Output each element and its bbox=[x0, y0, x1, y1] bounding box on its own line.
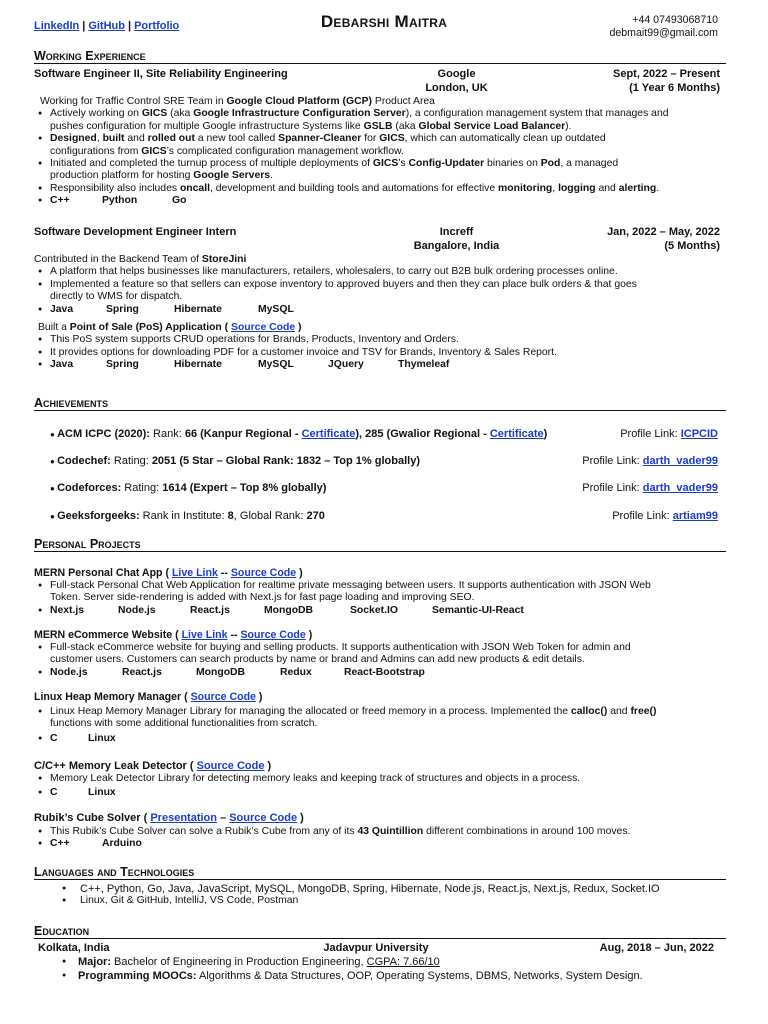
project-chat-title: MERN Personal Chat App ( Live Link -- Source Code ) bbox=[34, 567, 303, 579]
ecommerce-live-link[interactable]: Live Link bbox=[181, 629, 228, 641]
languages-list bbox=[62, 883, 722, 908]
list-item: ● Designed, built and rolled out a new tool called Spanner-Cleaner for GICS, which can automatically clean up outdated configurations from GICS’s complicated configuration management workflow. bbox=[38, 133, 718, 158]
education-details bbox=[62, 955, 732, 983]
section-achievements: Achievements bbox=[34, 397, 726, 411]
icpc-certificate-link-2[interactable]: Certificate bbox=[489, 428, 544, 440]
tech-stack: ● Next.js Node.js React.js MongoDB Socket.IO Semantic-UI-React bbox=[38, 605, 718, 617]
section-experience: Working Experience bbox=[34, 50, 726, 64]
chat-live-link[interactable]: Live Link bbox=[171, 567, 218, 579]
candidate-name: Debarshi Maitra bbox=[320, 12, 448, 31]
list-item: ● Full-stack eCommerce website for buying and selling products. It supports authentication with JSON Web Token for admin and customer users. Customers can search products by name or brand and Admins can add new products & edit details. bbox=[38, 642, 718, 667]
tech-stack: ● Java Spring Hibernate MySQL JQuery Thymeleaf bbox=[38, 359, 714, 371]
education-row: Kolkata, India Jadavpur University Aug, 2018 – Jun, 2022 bbox=[38, 942, 714, 954]
list-item: ● Programming MOOCs: Algorithms & Data Structures, OOP, Operating Systems, DBMS, Networks, System Design. bbox=[62, 969, 732, 983]
icpc-certificate-link-1[interactable]: Certificate bbox=[301, 428, 356, 440]
list-item: ● It provides options for downloading PDF for a customer invoice and TSV for Brands, Inventory & Sales Report. bbox=[38, 347, 714, 359]
project-leak-title: C/C++ Memory Leak Detector ( Source Code ) bbox=[34, 760, 272, 772]
rubik-presentation-link[interactable]: Presentation bbox=[150, 812, 217, 824]
tech-stack: ● Java Spring Hibernate MySQL bbox=[38, 304, 714, 316]
job-google-details: Working for Traffic Control SRE Team in Google Cloud Platform (GCP) Product Area ● Actively working on GICS (aka Google Infrastructure Configuration Server), a configuration management system that manages and pushes configuration for multiple Google infrastructure Systems like GSLB (aka Global Service Load Balancer). ● Designed, built and rolled out a new tool called Spanner-Cleaner for GICS, which can automatically clean up outdated configurations from GICS’s complicated configuration management workflow. ● Initiated and completed the turnup process of multiple deployments of GICS’s Config-Updater binaries on Pod, a managed production platform for hosting Google Servers. ● Responsibility also includes oncall, development and building tools and automations for effective monitoring, logging and alerting. ● C++ Python Go bbox=[38, 96, 718, 208]
rubik-source-link[interactable]: Source Code bbox=[229, 812, 298, 824]
codeforces-profile-link[interactable]: darth_vader99 bbox=[642, 482, 718, 494]
job-google-row1: Software Engineer II, Site Reliability Engineering Google Sept, 2022 – Present bbox=[34, 68, 720, 80]
section-projects: Personal Projects bbox=[34, 538, 726, 552]
list-item: ● Actively working on GICS (aka Google Infrastructure Configuration Server), a configuration management system that manages and pushes configuration for multiple Google infrastructure Systems like GSLB (aka Global Service Load Balancer). bbox=[38, 108, 718, 133]
project-leak-details bbox=[38, 773, 718, 800]
codechef-profile-link[interactable]: darth_vader99 bbox=[642, 455, 718, 467]
heap-source-link[interactable]: Source Code bbox=[190, 691, 256, 703]
list-item: ● Responsibility also includes oncall, development and building tools and automations for effective monitoring, logging and alerting. bbox=[38, 183, 718, 195]
project-heap-title: Linux Heap Memory Manager ( Source Code ) bbox=[34, 691, 263, 703]
tech-stack: ● C++ Arduino bbox=[38, 838, 718, 850]
project-chat-details bbox=[38, 580, 718, 617]
job-increff-row2: Bangalore, India (5 Months) bbox=[413, 240, 720, 252]
achievement-geeksforgeeks: ● Geeksforgeeks: Rank in Institute: 8, Global Rank: 270 Profile Link: artiam99 bbox=[50, 510, 718, 523]
section-languages: Languages and Technologies bbox=[34, 866, 726, 880]
list-item: ● This PoS system supports CRUD operations for Brands, Products, Inventory and Orders. bbox=[38, 334, 714, 346]
icpc-profile-link[interactable]: ICPCID bbox=[680, 428, 718, 440]
phone: +44 07493068710 bbox=[632, 14, 718, 26]
gfg-profile-link[interactable]: artiam99 bbox=[672, 510, 718, 522]
tech-stack: ● C++ Python Go bbox=[38, 195, 718, 207]
portfolio-link[interactable]: Portfolio bbox=[134, 20, 180, 32]
list-item: ● Implemented a feature so that sellers can expose inventory to approved buyers and then they can place bulk orders & that goes directly to WMS for dispatch. bbox=[38, 279, 714, 304]
pos-source-code-link[interactable]: Source Code bbox=[231, 322, 296, 334]
list-item: ● This Rubik’s Cube Solver can solve a Rubik’s Cube from any of its 43 Quintillion different combinations in around 100 moves. bbox=[38, 826, 718, 838]
achievement-codeforces: ● Codeforces: Rating: 1614 (Expert – Top 8% globally) Profile Link: darth_vader99 bbox=[50, 482, 718, 495]
list-item: ● A platform that helps businesses like manufacturers, retailers, wholesalers, to carry out B2B bulk ordering processes online. bbox=[38, 266, 714, 278]
linkedin-link[interactable]: LinkedIn bbox=[34, 20, 80, 32]
chat-source-link[interactable]: Source Code bbox=[230, 567, 297, 579]
achievement-icpc: ● ACM ICPC (2020): Rank: 66 (Kanpur Regional - Certificate), 285 (Gwalior Regional - Certificate) Profile Link: ICPCID bbox=[50, 428, 718, 441]
job-google-row2: London, UK (1 Year 6 Months) bbox=[425, 82, 720, 94]
leak-source-link[interactable]: Source Code bbox=[196, 760, 265, 772]
list-item: ● Initiated and completed the turnup process of multiple deployments of GICS’s Config-Updater binaries on Pod, a managed production platform for hosting Google Servers. bbox=[38, 158, 718, 183]
project-ecommerce-title: MERN eCommerce Website ( Live Link -- Source Code ) bbox=[34, 629, 313, 641]
email: debmait99@gmail.com bbox=[609, 27, 718, 39]
list-item: ● Memory Leak Detector Library for detecting memory leaks and keeping track of structures and objects in a process. bbox=[38, 773, 718, 785]
list-item: ● Major: Bachelor of Engineering in Production Engineering, CGPA: 7.66/10 bbox=[62, 955, 732, 969]
contact-info bbox=[610, 14, 719, 40]
tech-stack: ● Node.js React.js MongoDB Redux React-Bootstrap bbox=[38, 667, 718, 679]
section-education: Education bbox=[34, 925, 726, 939]
job-increff-details: Contributed in the Backend Team of StoreJini ● A platform that helps businesses like manufacturers, retailers, wholesalers, to carry out B2B bulk ordering processes online. ● Implemented a feature so that sellers can expose inventory to approved buyers and then they can place bulk orders & that goes directly to WMS for dispatch. ● Java Spring Hibernate MySQL Built a Point of Sale (PoS) Application ( Source Code ) ● This PoS system supports CRUD operations for Brands, Products, Inventory and Orders. ● It provides options for downloading PDF for a customer invoice and TSV for Brands, Inventory & Sales Report. ● Java Spring Hibernate MySQL JQuery Thymeleaf bbox=[34, 254, 714, 372]
project-rubik-details bbox=[38, 826, 718, 851]
header-links: LinkedIn | GitHub | Portfolio bbox=[34, 20, 180, 32]
project-heap-details bbox=[38, 706, 718, 745]
ecommerce-source-link[interactable]: Source Code bbox=[240, 629, 306, 641]
list-item: ● C++, Python, Go, Java, JavaScript, MySQL, MongoDB, Spring, Hibernate, Node.js, React.js, Next.js, Redux, Socket.IO bbox=[62, 883, 722, 895]
job-increff-row1: Software Development Engineer Intern Increff Jan, 2022 – May, 2022 bbox=[34, 226, 720, 238]
tech-stack: ● C Linux bbox=[38, 733, 718, 745]
list-item: ● Full-stack Personal Chat Web Application for realtime private messaging between users. It supports authentication with JSON Web Token. Server side-rendering is added with Next.js for fast page loading and improving SEO. bbox=[38, 580, 718, 605]
list-item: ● Linux Heap Memory Manager Library for managing the allocated or freed memory in a process. Implemented the calloc() and free() functions with some additional functionalities from scratch. bbox=[38, 706, 718, 731]
github-link[interactable]: GitHub bbox=[88, 20, 125, 32]
project-ecommerce-details bbox=[38, 642, 718, 679]
achievement-codechef: ● Codechef: Rating: 2051 (5 Star – Global Rank: 1832 – Top 1% globally) Profile Link: darth_vader99 bbox=[50, 455, 718, 468]
project-rubik-title: Rubik’s Cube Solver ( Presentation – Source Code ) bbox=[34, 812, 304, 824]
tech-stack: ● C Linux bbox=[38, 787, 718, 799]
list-item: ● Linux, Git & GitHub, IntelliJ, VS Code, Postman bbox=[62, 895, 722, 907]
